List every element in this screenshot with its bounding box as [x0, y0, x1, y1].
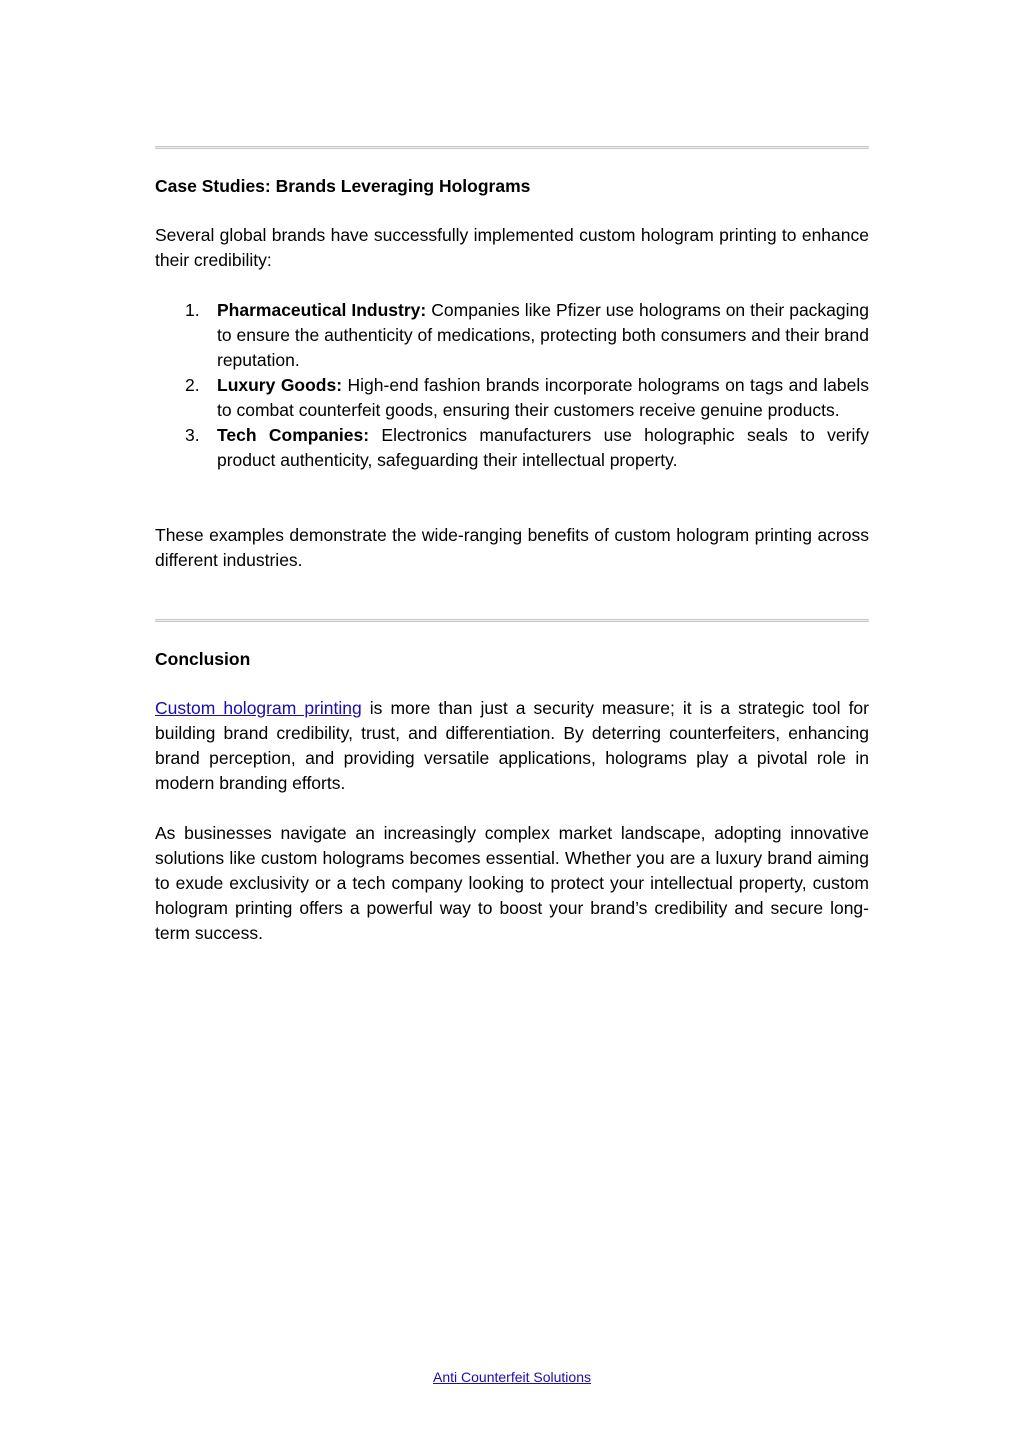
list-item-number: 3.	[185, 425, 200, 445]
case-studies-closing: These examples demonstrate the wide-ranging benefits of custom hologram printing across different industries.	[155, 525, 869, 570]
conclusion-paragraph-2: As businesses navigate an increasingly complex market landscape, adopting innovative solutions like custom holograms becomes essential. Whether you are a luxury brand aiming to exude exclusivity or a tech company looking to protect your intellectual property, custom hologram printing offers a powerful way to boost your brand’s credibility and secure long-term success.	[155, 823, 869, 943]
conclusion-paragraph-1-text: is more than just a security measure; it is a strategic tool for building brand credibility, trust, and differentiation. By deterring counterfeiters, enhancing brand perception, and providing versatile applications, holograms play a pivotal role in modern branding efforts.	[155, 698, 869, 793]
conclusion-paragraph-1	[155, 696, 869, 796]
custom-hologram-printing-link[interactable]: Custom hologram printing	[155, 698, 362, 718]
list-item-term: Pharmaceutical Industry:	[217, 300, 427, 320]
list-item-number: 1.	[185, 300, 200, 320]
list-item-text: Electronics manufacturers use holographic seals to verify product authenticity, safeguarding their intellectual property.	[217, 425, 869, 470]
list-item-term: Tech Companies:	[217, 425, 370, 445]
list-item	[155, 373, 869, 423]
list-item-number: 2.	[185, 375, 200, 395]
list-item	[155, 423, 869, 473]
case-studies-list	[155, 298, 869, 473]
page-footer	[0, 1367, 1024, 1387]
section-divider-top	[155, 146, 869, 149]
list-item-text: Companies like Pfizer use holograms on their packaging to ensure the authenticity of medications, protecting both consumers and their brand reputation.	[217, 300, 869, 370]
case-studies-heading: Case Studies: Brands Leveraging Holograms	[155, 176, 531, 196]
list-item-text: High-end fashion brands incorporate holograms on tags and labels to combat counterfeit goods, ensuring their customers receive genuine products.	[217, 375, 869, 420]
case-studies-intro: Several global brands have successfully implemented custom hologram printing to enhance their credibility:	[155, 225, 869, 270]
list-item	[155, 298, 869, 373]
section-divider-middle	[155, 619, 869, 622]
conclusion-heading: Conclusion	[155, 649, 251, 669]
footer-link[interactable]: Anti Counterfeit Solutions	[433, 1369, 591, 1385]
list-item-term: Luxury Goods:	[217, 375, 343, 395]
